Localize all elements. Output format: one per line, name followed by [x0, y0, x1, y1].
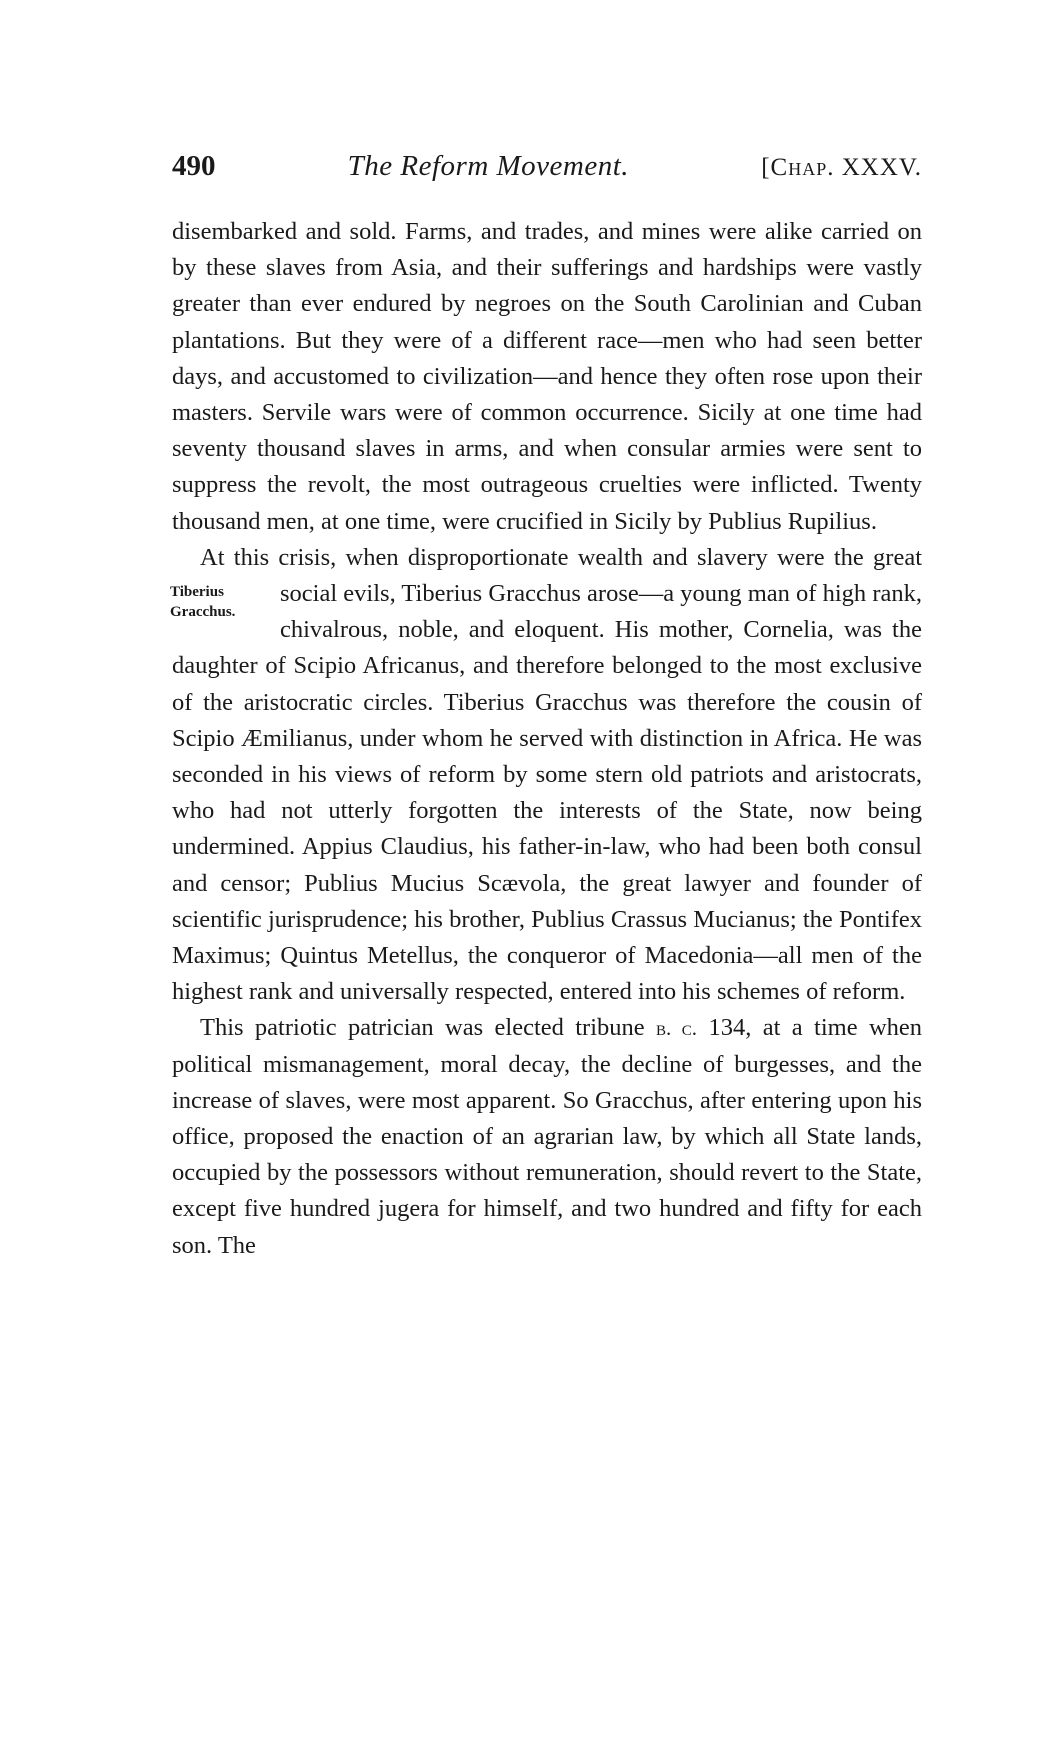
running-title: The Reform Movement. — [347, 150, 630, 182]
margin-note-line-2: Gracchus. — [170, 604, 236, 621]
paragraph-2-rest: man of high rank, chivalrous, noble, and eloquent. His mother, Cornelia, was the daughter of Scipio Africanus, and therefore belonged to the most exclusive of the aristocratic circles. Tiberius Gracchus was therefore the cousin of Scipio Æmilianus, under whom he served with distinction in Africa. He was seconded in his views of reform by some stern old patriots and aristocrats, who had not utterly forgotten the interests of the State, now being undermined. Appius Claudius, his father-in-law, who had been both consul and censor; Publius Mucius Scævola, the great lawyer and founder of scientific jurisprudence; his brother, Publius Crassus Mucianus; the Pontifex Maximus; Quintus Metellus, the conqueror of Macedonia—all men of the highest rank and universally respected, entered into his schemes of reform. — [172, 580, 922, 1006]
paragraph-2 — [172, 540, 922, 1011]
chapter-reference: [Chap. XXXV. — [761, 154, 922, 181]
body-text — [172, 214, 922, 1264]
paragraph-3-lead: This patriotic patrician was elected tribune — [200, 1014, 645, 1042]
book-page — [172, 150, 922, 1264]
running-head — [172, 150, 922, 200]
paragraph-3 — [172, 1010, 922, 1263]
page-number: 490 — [172, 150, 216, 182]
era-abbreviation: b. c. — [656, 1016, 698, 1041]
margin-note — [170, 582, 274, 642]
paragraph-1: disembarked and sold. Farms, and trades, and mines were alike carried on by these slaves from Asia, and their sufferings and hardships were vastly greater than ever endured by negroes on the South Carolinian and Cuban plantations. But they were of a different race—men who had seen better days, and accustomed to civilization—and hence they often rose upon their masters. Servile wars were of common occurrence. Sicily at one time had seventy thousand slaves in arms, and when consular armies were sent to suppress the revolt, the most outrageous cruelties were inflicted. Twenty thousand men, at one time, were crucified in Sicily by Publius Rupilius. — [172, 218, 922, 535]
paragraph-2-lead: At this crisis, when disproportionate wealth and slavery were the great social evils, Tiberius Gracchus arose—a young — [200, 543, 922, 608]
margin-note-line-1: Tiberius — [170, 584, 224, 601]
paragraph-3-rest: 134, at a time when political mismanagement, moral decay, the decline of burgesses, and the increase of slaves, were most apparent. So Gracchus, after entering upon his office, proposed the enaction of an agrarian law, by which all State lands, occupied by the possessors without remuneration, should revert to the State, except five hundred jugera for himself, and two hundred and fifty for each son. The — [172, 1014, 923, 1259]
